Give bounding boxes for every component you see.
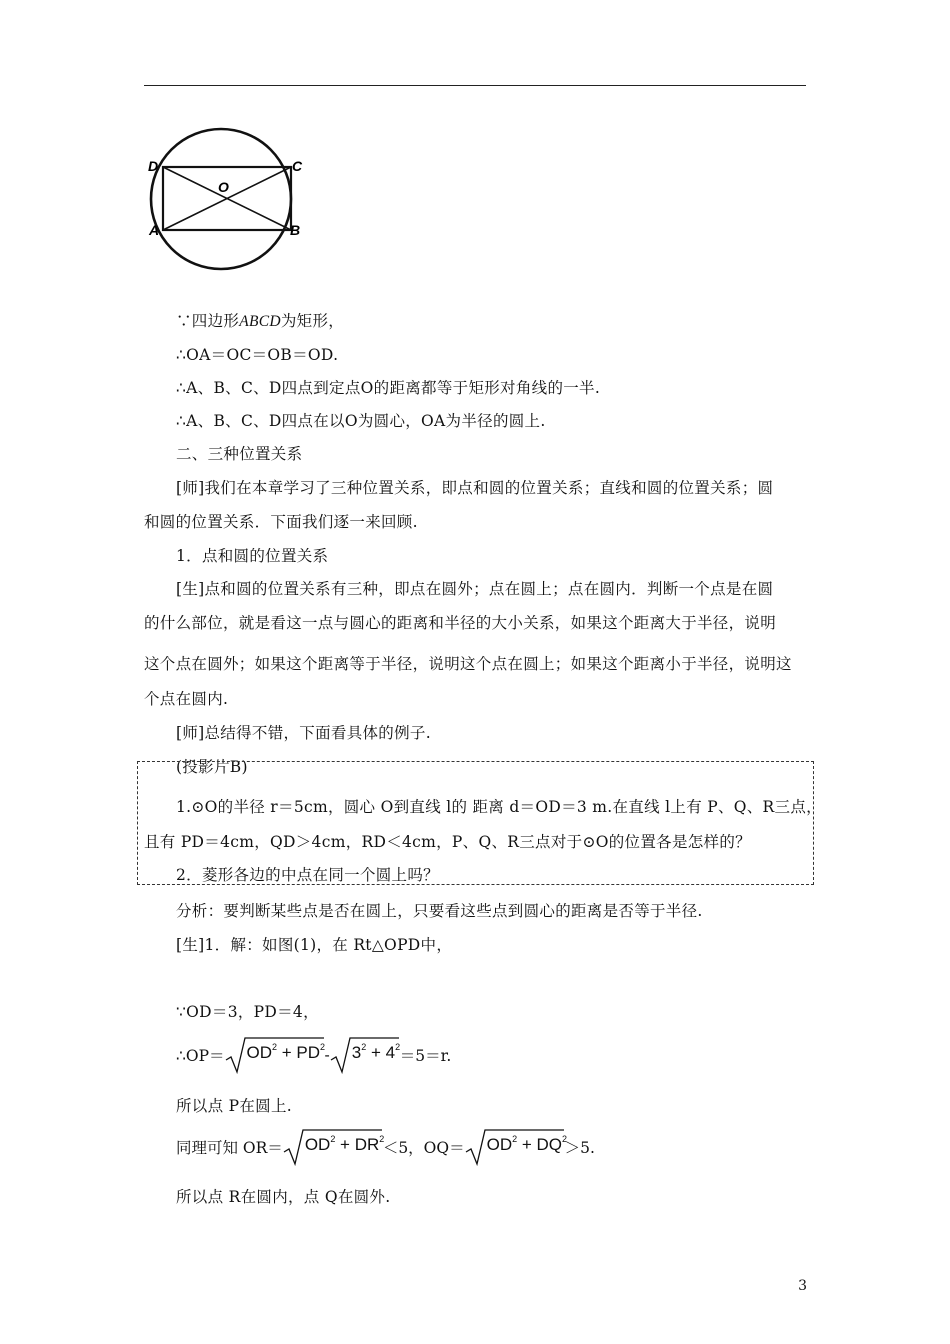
text-line-10: 的什么部位，就是看这一点与圆心的距离和半径的大小关系，如果这个距离大于半径，说明 bbox=[144, 614, 777, 632]
conclusion-p: 所以点 P在圆上. bbox=[176, 1097, 292, 1115]
sqrt-od-dr: $OD^2 + DR^2$ bbox=[283, 1126, 383, 1168]
text-line-13: [师]总结得不错，下面看具体的例子. bbox=[176, 724, 431, 742]
circle-outline bbox=[151, 129, 291, 269]
page-number: 3 bbox=[798, 1278, 807, 1294]
given-line: ∵OD＝3，PD＝4， bbox=[176, 1003, 319, 1021]
or-oq-equation: 同理可知 OR＝ $OD^2 + DR^2$ ＜5，OQ＝ $OD^2 + DQ^2$ ＞5. bbox=[176, 1122, 595, 1172]
label-b: B bbox=[290, 222, 301, 238]
text-line-14: (投影片B) bbox=[176, 758, 248, 776]
label-o: O bbox=[218, 179, 229, 195]
label-c: C bbox=[292, 158, 303, 174]
text-line-11: 这个点在圆外；如果这个距离等于半径，说明这个点在圆上；如果这个距离小于半径，说明这 bbox=[144, 655, 792, 673]
subheading-1: 1．点和圆的位置关系 bbox=[176, 547, 329, 565]
circle-rectangle-figure bbox=[140, 124, 320, 274]
op-equation: ∴OP＝ $OD^2 + PD^2$ - $3^2 + 4^2$ ＝5＝r. bbox=[176, 1030, 451, 1080]
label-a: A bbox=[149, 222, 160, 238]
solution-intro: [生]1．解：如图(1)，在 Rt△OPD中， bbox=[176, 936, 453, 954]
header-rule bbox=[144, 85, 806, 86]
text-line-7: 和圆的位置关系．下面我们逐一来回顾. bbox=[144, 513, 418, 531]
sqrt-od-dq: $OD^2 + DQ^2$ bbox=[465, 1126, 565, 1168]
analysis-line: 分析：要判断某些点是否在圆上，只要看这些点到圆心的距离是否等于半径. bbox=[176, 902, 703, 920]
sqrt-3-4: $3^2 + 4^2$ bbox=[330, 1034, 400, 1076]
conclusion-r-q: 所以点 R在圆内，点 Q在圆外. bbox=[176, 1188, 391, 1206]
text-line-12: 个点在圆内. bbox=[144, 690, 229, 708]
section-heading: 二、三种位置关系 bbox=[176, 445, 303, 463]
sqrt-od-pd: $OD^2 + PD^2$ bbox=[225, 1034, 325, 1076]
text-line-6: [师]我们在本章学习了三种位置关系，即点和圆的位置关系；直线和圆的位置关系；圆 bbox=[176, 479, 774, 497]
text-line-2: ∴OA＝OC＝OB＝OD. bbox=[176, 346, 339, 364]
label-d: D bbox=[148, 158, 159, 174]
text-line-9: [生]点和圆的位置关系有三种，即点在圆外；点在圆上；点在圆内．判断一个点是在圆 bbox=[176, 580, 774, 598]
text-line-4: ∴A、B、C、D四点在以O为圆心，OA为半径的圆上. bbox=[176, 412, 546, 430]
problem-1-line-2: 且有 PD＝4cm，QD＞4cm，RD＜4cm，P、Q、R三点对于⊙O的位置各是怎样的？ bbox=[144, 833, 751, 851]
text-line-3: ∴A、B、C、D四点到定点O的距离都等于矩形对角线的一半. bbox=[176, 379, 601, 397]
text-line-1: ∵四边形ABCD为矩形， bbox=[176, 312, 345, 330]
problem-1-line-1: 1.⊙O的半径 r＝5cm，圆心 O到直线 l的 距离 d＝OD＝3 m.在直线 l上有 P、Q、R三点， bbox=[176, 798, 822, 816]
problem-2: 2．菱形各边的中点在同一个圆上吗？ bbox=[176, 866, 439, 884]
